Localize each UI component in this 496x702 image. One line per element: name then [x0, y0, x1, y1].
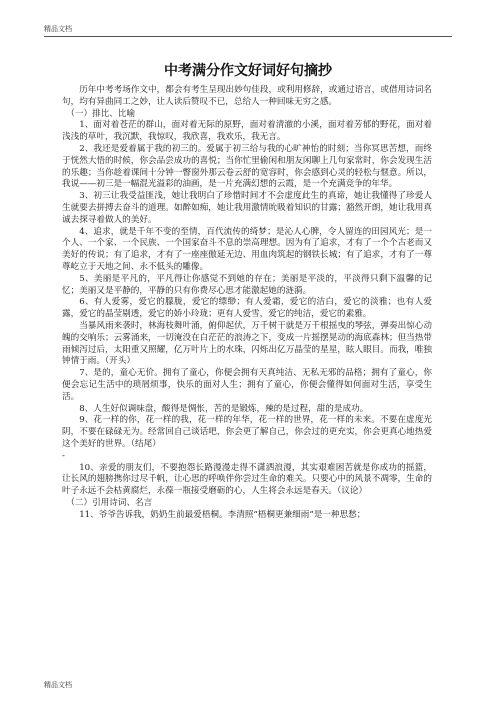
paragraph: 3、初三让我受益匪浅，她让我明白了珍惜时间才不会虚度此生的真谛，她让我懂得了珍爱人生就要去拼搏去奋斗的道理。如醉如痴，她让我用激情吮吸着知识的甘露；豁然开朗，她让我用真诚去探寻着做人的美好。	[62, 191, 432, 225]
document-body	[62, 85, 432, 521]
paragraph: 5、美丽是平凡的，平凡得让你感觉不到她的存在；美丽是平淡的，平淡得只剩下温馨的记忆；美丽又是平静的，平静的只有你费尽心思才能激起她的涟漪。	[62, 273, 432, 296]
paragraph: 7、是的，童心无价。拥有了童心，你便会拥有天真纯洁、无私无邪的品格；拥有了童心，你便会忘记生活中的琐屑烦事，快乐的面对人生；拥有了童心，你便会懂得如何面对生活，享受生活。	[62, 368, 432, 402]
paragraph: 2、我还是爱着属于我的初三的。爱属于初三给与我的心旷神怡的时刻；当你冥思苦想，而终于恍然大悟的时候，你会品尝成功的喜悦；当你忙里偷闲和朋友闲聊上几句家常时，你会发现生活的乐趣；当你趁着课间十分钟一瞥窗外那云卷云舒的宽容时，你会感到心灵的轻松与惬意。所以，我说——初三是一幅混光溢彩的油画，是一片充满幻想的云霞，是一个充满竞争的年华。	[62, 143, 432, 190]
paragraph: 6、有人爱雾，爱它的朦胧，爱它的缥缈；有人爱霜，爱它的洁白，爱它的淡雅；也有人爱露，爱它的晶莹剔透，爱它的娇小玲珑；更有人爱雪，爱它的纯洁，爱它的素雅。	[62, 297, 432, 320]
paragraph: 4、追求，就是千年不变的至情，百代流传的绮梦；是沁人心脾，令人留连的田园风光；是一个人、一个家、一个民族、一个国家奋斗不息的崇高理想。因为有了追求，才有了一个个古老而又美好的传说；有了追求，才有了一座座傲延无边、用血肉筑起的钢铁长城；有了追求，才有了一尊尊屹立于天地之间、永不低头的雕像。	[62, 226, 432, 272]
paragraph: 10、亲爱的朋友们，不要抱怨长路漫漫走得不潇洒浪漫，其实艰难困苦就是你成功的摇篮，让长风的翅膀携你过尽千帆，让心思的呼唤伴你尝过生命的难关。只要心中的风景不凋零，生命的叶子永远不会枯黄腐烂，永葆一瓶接受磨砺的心，人生将会永远是春天。（议论）	[62, 462, 432, 497]
paragraph: 11、爷爷告诉我，奶奶生前最爱梧桐。李清照“梧桐更兼细雨”是一种思愁；	[79, 509, 366, 520]
header-divider	[44, 36, 452, 37]
section-heading: （一）排比、比喻	[66, 108, 136, 119]
section-heading: （二）引用诗词、名言	[66, 497, 153, 508]
paragraph: 9、花一样的你，花一样的我，花一样的年华，花一样的世界，花一样的未来。不要在虚度光阴，不要在碌碌无为。经常回自己谈话吧，你会更了解自己，你会过的更充实，你会更真心地热爱这个美好的世界。（结尾）	[62, 415, 432, 449]
page-footer-mark: 精品文档	[44, 681, 72, 689]
page-marker: -	[62, 450, 65, 461]
paragraph: 8、人生好似调味盘，酸得是惆怅，苦的是锻炼，辣的是过程，甜的是成功。	[79, 403, 369, 414]
document-title: 中考满分作文好词好句摘抄	[164, 63, 332, 79]
paragraph: 当暴风雨来袭时，林海枝舞叶涌，俯仰起伏，万千树干就是万千根摇曳的琴弦，弹奏出惊心动魄的交响乐；云雾涌来，一切淹没在白茫茫的浪涛之下，变成一片摇摆晃动的海底森林；但当热带雨倾泻过后，太阳重又照耀，亿万叶片上的水珠，闪烁出亿万晶莹的星星，眩人眼目。而我，唯独钟情于雨。（开头）	[62, 320, 432, 367]
paragraph: 1、面对着苍茫的群山，面对着无际的原野，面对着清澈的小溪，面对着芳郁的野花，面对着浅浅的草叶，我沉默，我惊叹，我欣喜，我欢乐，我无言。	[62, 120, 432, 143]
page-header-mark: 精品文档	[44, 25, 72, 33]
intro-paragraph: 历年中考考场作文中，都会有考生呈现出妙句佳段，或利用修辞，或通过语言，或借用诗词名句，均有异曲同工之妙，让人读后赞叹不已，总给人一种回味无穷之感。	[62, 85, 432, 107]
